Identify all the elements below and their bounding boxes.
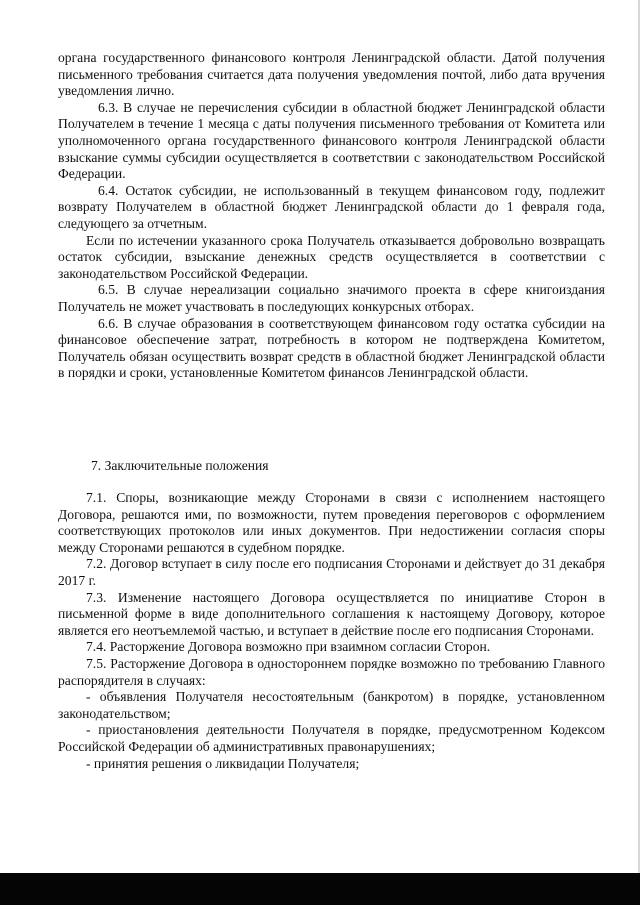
paragraph-7-2: 7.2. Договор вступает в силу после его подписания Сторонами и действует до 31 декабря 2017 г. xyxy=(58,556,605,588)
text-block-section-6 xyxy=(58,50,605,382)
paragraph-7-4: 7.4. Расторжение Договора возможно при взаимном согласии Сторон. xyxy=(86,639,491,655)
section-heading: 7. Заключительные положения xyxy=(91,458,269,473)
paragraph-7-5: 7.5. Расторжение Договора в одностороннем порядке возможно по требованию Главного распорядителя в случаях: xyxy=(58,655,605,688)
paragraph-return-remainder: Если по истечении указанного срока Получатель отказывается добровольно возвращать остаток субсидии, взыскание денежных средств осуществляется в соответствии с законодательством Российской Федерации. xyxy=(58,232,605,281)
list-item-suspension: - приостановления деятельности Получателя в порядке, предусмотренном Кодексом Российской Федерации об административных правонарушениях; xyxy=(58,722,605,754)
list-item-liquidation: - принятия решения о ликвидации Получателя; xyxy=(86,755,360,771)
paragraph-continuation: органа государственного финансового контроля Ленинградской области. Датой получения письменного требования считается дата получения уведомления почтой, либо дата вручения уведомления лично. xyxy=(58,50,605,99)
paragraph-7-3: 7.3. Изменение настоящего Договора осуществляется по инициативе Сторон в письменной форме в виде дополнительного соглашения к настоящему Договору, которое является его неотъемлемой частью, и вступает в действие после его подписания Сторонами. xyxy=(58,589,605,638)
paragraph-6-4: 6.4. Остаток субсидии, не использованный в текущем финансовом году, подлежит возврату Получателем в областной бюджет Ленинградской области до 1 февраля года, следующего за отчетным. xyxy=(58,182,605,231)
paragraph-6-6: 6.6. В случае образования в соответствующем финансовом году остатка субсидии на финансовое обеспечение затрат, потребность в котором не подтверждена Комитетом, Получатель обязан осуществить возврат средств в областной бюджет Ленинградской области в порядки и сроки, установленные Комитетом финансов Ленинградской области. xyxy=(58,315,605,381)
text-block-section-7 xyxy=(58,490,605,772)
scan-border xyxy=(0,873,640,905)
paragraph-6-3: 6.3. В случае не перечисления субсидии в областной бюджет Ленинградской области Получателем в течение 1 месяца с даты получения письменного требования от Комитета или уполномоченного органа государственного финансового контроля Ленинградской области взыскание суммы субсидии осуществляется в соответствии с законодательством Российской Федерации. xyxy=(58,99,605,182)
paragraph-7-1: 7.1. Споры, возникающие между Сторонами в связи с исполнением настоящего Договора, решаются ими, по возможности, путем проведения переговоров с оформлением соответствующих протоколов или иных документов. При недостижении согласия споры между Сторонами решаются в судебном порядке. xyxy=(58,490,605,555)
paragraph-6-5: 6.5. В случае нереализации социально значимого проекта в сфере книгоиздания Получатель не может участвовать в последующих конкурсных отборах. xyxy=(58,282,605,314)
list-item-bankruptcy: - объявления Получателя несостоятельным (банкротом) в порядке, установленном законодательством; xyxy=(58,689,605,721)
